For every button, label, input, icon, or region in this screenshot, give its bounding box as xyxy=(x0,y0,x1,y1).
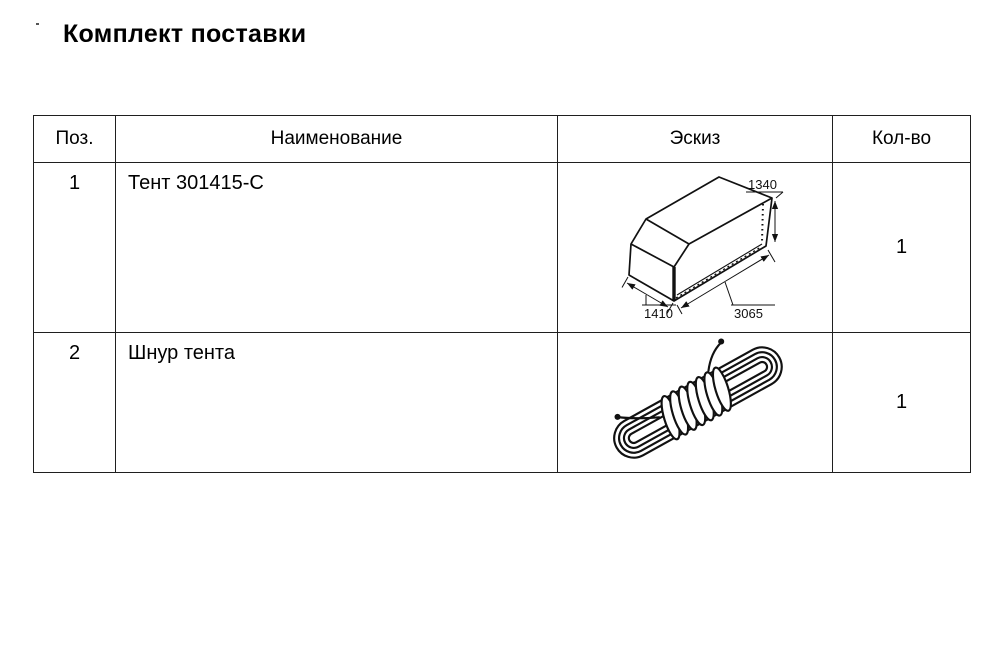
delivery-set-table xyxy=(33,115,971,473)
tent-sketch-icon xyxy=(559,164,832,331)
header-name: Наименование xyxy=(116,116,558,163)
table-row xyxy=(34,163,971,333)
title-tick-mark xyxy=(36,23,39,25)
tent-dim-height-label: 1340 xyxy=(747,177,777,192)
table-row xyxy=(34,333,971,473)
page-title: Комплект поставки xyxy=(63,20,307,48)
tent-dim-width-label: 1410 xyxy=(643,306,673,321)
row1-position: 1 xyxy=(34,163,116,333)
row2-position: 2 xyxy=(34,333,116,473)
row1-name: Тент 301415-С xyxy=(116,163,558,333)
row2-name: Шнур тента xyxy=(116,333,558,473)
row1-sketch-cell xyxy=(558,163,833,333)
row2-quantity: 1 xyxy=(833,333,971,473)
rope-sketch-icon xyxy=(559,334,832,471)
row2-sketch-cell xyxy=(558,333,833,473)
table-header-row xyxy=(34,116,971,163)
tent-dim-length-label: 3065 xyxy=(733,306,763,321)
header-pos: Поз. xyxy=(34,116,116,163)
header-qty: Кол-во xyxy=(833,116,971,163)
row1-quantity: 1 xyxy=(833,163,971,333)
header-sketch: Эскиз xyxy=(558,116,833,163)
